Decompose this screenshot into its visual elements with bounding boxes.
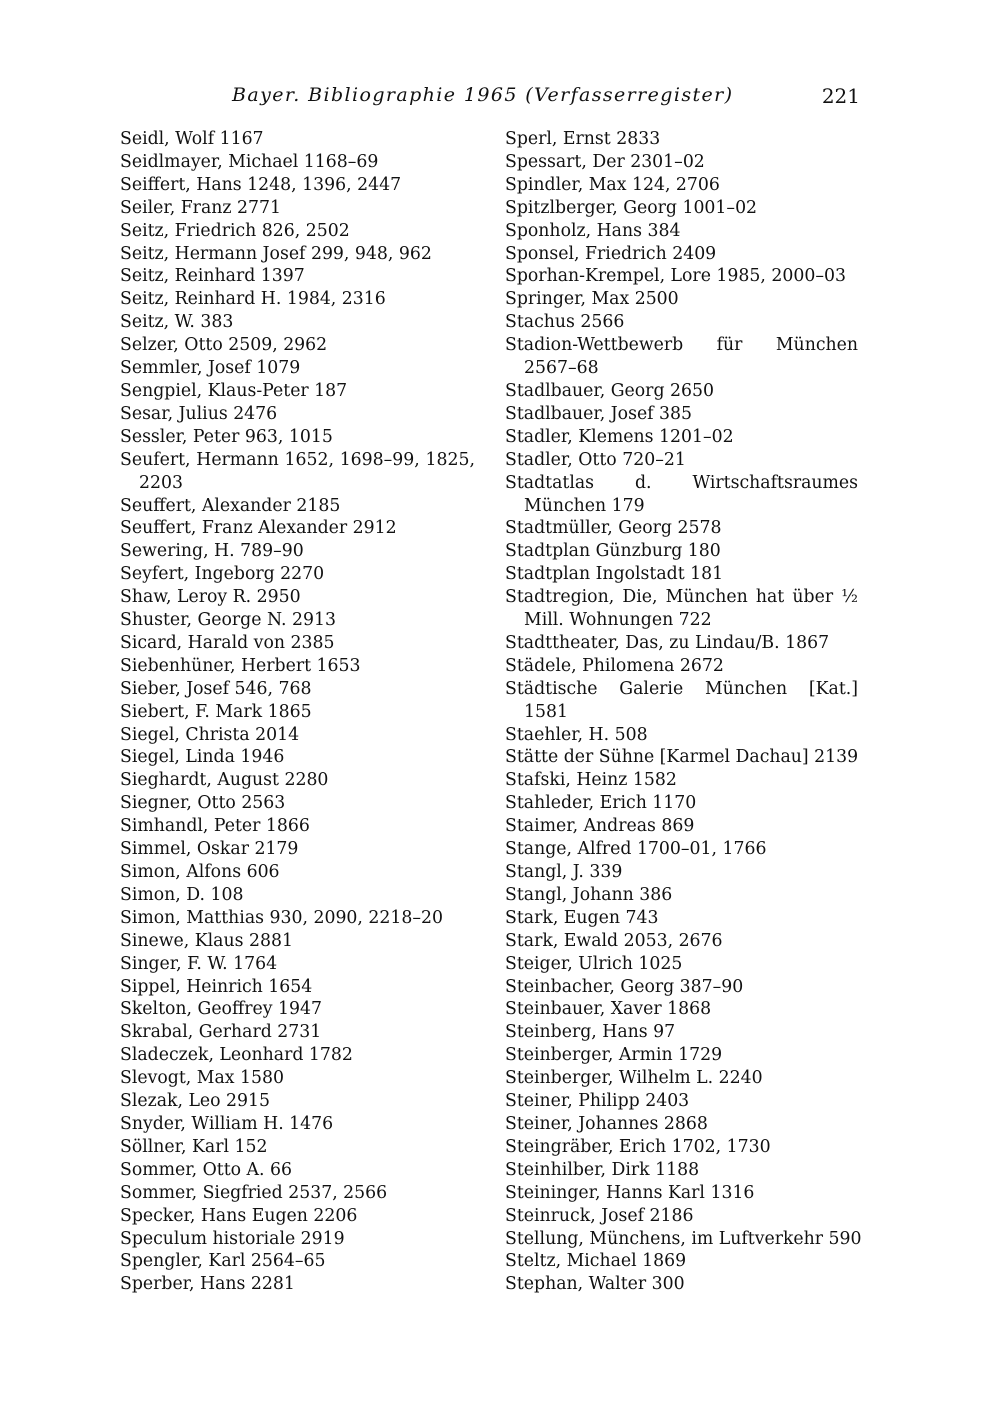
index-entry: Stellung, Münchens, im Luftverkehr 590 bbox=[505, 1228, 862, 1249]
index-entry: Stachus 2566 bbox=[505, 312, 625, 333]
index-entry: Stadtplan Günzburg 180 bbox=[505, 541, 721, 562]
index-entry: Slevogt, Max 1580 bbox=[120, 1068, 284, 1089]
index-entry: Sesar, Julius 2476 bbox=[120, 403, 278, 424]
index-entry: Simon, D. 108 bbox=[120, 884, 244, 905]
page-number: 221 bbox=[821, 84, 860, 108]
index-entry: Siebenhüner, Herbert 1653 bbox=[120, 655, 361, 676]
index-entry: Specker, Hans Eugen 2206 bbox=[120, 1205, 358, 1226]
index-entry: Siegel, Linda 1946 bbox=[120, 747, 285, 768]
index-entry: Seitz, Hermann Josef 299, 948, 962 bbox=[120, 243, 432, 264]
index-entry: Sessler, Peter 963, 1015 bbox=[120, 426, 333, 447]
index-entry: Spitzlberger, Georg 1001–02 bbox=[505, 197, 758, 218]
index-entry: Seuffert, Alexander 2185 bbox=[120, 495, 341, 516]
index-entry: Steiger, Ulrich 1025 bbox=[505, 953, 683, 974]
index-entry: Seidlmayer, Michael 1168–69 bbox=[120, 151, 379, 172]
index-entry: Söllner, Karl 152 bbox=[120, 1136, 268, 1157]
index-entry: Singer, F. W. 1764 bbox=[120, 953, 278, 974]
index-entry: Sperl, Ernst 2833 bbox=[505, 129, 661, 149]
index-entry: Städtische Galerie München [Kat.] 1581 bbox=[505, 678, 858, 722]
index-entry: Springer, Max 2500 bbox=[505, 289, 679, 310]
index-entry: Sieber, Josef 546, 768 bbox=[120, 678, 312, 699]
index-entry: Steinhilber, Dirk 1188 bbox=[505, 1159, 700, 1180]
index-entry: Stätte der Sühne [Karmel Dachau] 2139 bbox=[505, 747, 859, 768]
index-entry: Steiner, Philipp 2403 bbox=[505, 1091, 690, 1112]
index-entry: Sommer, Siegfried 2537, 2566 bbox=[120, 1182, 388, 1203]
index-entry: Steinberg, Hans 97 bbox=[505, 1022, 676, 1043]
index-entry: Sippel, Heinrich 1654 bbox=[120, 976, 313, 997]
index-entry: Steingräber, Erich 1702, 1730 bbox=[505, 1136, 771, 1157]
index-entry: Stadlbauer, Josef 385 bbox=[505, 403, 693, 424]
index-entry: Skelton, Geoffrey 1947 bbox=[120, 999, 322, 1020]
index-entry: Steinbauer, Xaver 1868 bbox=[505, 999, 712, 1020]
index-entry: Seuffert, Franz Alexander 2912 bbox=[120, 518, 397, 539]
index-entry: Siegner, Otto 2563 bbox=[120, 793, 286, 814]
index-entry: Simon, Alfons 606 bbox=[120, 862, 280, 882]
index-entry: Shuster, George N. 2913 bbox=[120, 610, 336, 631]
index-entry: Sieghardt, August 2280 bbox=[120, 770, 329, 791]
index-entry: Spessart, Der 2301–02 bbox=[505, 151, 705, 172]
index-entry: Seiffert, Hans 1248, 1396, 2447 bbox=[120, 174, 402, 195]
index-entry: Steinruck, Josef 2186 bbox=[505, 1205, 694, 1226]
index-entry: Simmel, Oskar 2179 bbox=[120, 839, 299, 860]
index-entry: Slezak, Leo 2915 bbox=[120, 1091, 271, 1112]
index-entry: Stahleder, Erich 1170 bbox=[505, 793, 697, 814]
index-entry: Sperber, Hans 2281 bbox=[120, 1274, 295, 1295]
index-entry: Stadtregion, Die, München hat über ½ Mill. Wohnungen 722 bbox=[505, 587, 858, 631]
index-entry: Stafski, Heinz 1582 bbox=[505, 770, 677, 791]
running-title: Bayer. Bibliographie 1965 (Verfasserregister) bbox=[232, 84, 734, 106]
index-entry: Stadttheater, Das, zu Lindau/B. 1867 bbox=[505, 632, 830, 653]
index-entry: Steinberger, Wilhelm L. 2240 bbox=[505, 1068, 763, 1089]
index-entry: Stangl, J. 339 bbox=[505, 862, 623, 882]
index-entry: Sponsel, Friedrich 2409 bbox=[505, 243, 717, 264]
index-entry: Seyfert, Ingeborg 2270 bbox=[120, 564, 325, 585]
index-entry: Simhandl, Peter 1866 bbox=[120, 816, 310, 837]
index-entry: Speculum historiale 2919 bbox=[120, 1228, 345, 1249]
index-entry: Sladeczek, Leonhard 1782 bbox=[120, 1045, 353, 1066]
index-entry: Seidl, Wolf 1167 bbox=[120, 129, 264, 149]
index-entry: Simon, Matthias 930, 2090, 2218–20 bbox=[120, 907, 444, 928]
index-entry: Stadler, Otto 720–21 bbox=[505, 449, 686, 470]
index-entry: Stadtplan Ingolstadt 181 bbox=[505, 564, 724, 585]
index-entry: Städele, Philomena 2672 bbox=[505, 655, 724, 676]
index-entry: Seitz, Friedrich 826, 2502 bbox=[120, 220, 350, 241]
index-entry: Snyder, William H. 1476 bbox=[120, 1113, 334, 1134]
index-entry: Stangl, Johann 386 bbox=[505, 884, 673, 905]
page-header bbox=[120, 84, 860, 114]
index-entry: Seufert, Hermann 1652, 1698–99, 1825, 2203 bbox=[120, 449, 475, 493]
index-entry: Sengpiel, Klaus-Peter 187 bbox=[120, 380, 348, 401]
index-entry: Seitz, Reinhard 1397 bbox=[120, 266, 305, 287]
index-entry: Staehler, H. 508 bbox=[505, 724, 648, 745]
index-entry: Steiner, Johannes 2868 bbox=[505, 1113, 708, 1134]
index-entry: Shaw, Leroy R. 2950 bbox=[120, 587, 301, 608]
index-entry: Semmler, Josef 1079 bbox=[120, 358, 301, 379]
index-entry: Stephan, Walter 300 bbox=[505, 1274, 685, 1295]
index-entry: Spindler, Max 124, 2706 bbox=[505, 174, 720, 195]
index-entry: Steltz, Michael 1869 bbox=[505, 1251, 687, 1272]
index-entry: Siebert, F. Mark 1865 bbox=[120, 701, 312, 722]
index-entry: Sommer, Otto A. 66 bbox=[120, 1159, 293, 1180]
index-entry: Seitz, Reinhard H. 1984, 2316 bbox=[120, 289, 386, 310]
index-entry: Seiler, Franz 2771 bbox=[120, 197, 281, 218]
index-entry: Stark, Eugen 743 bbox=[505, 907, 659, 928]
index-entry: Seitz, W. 383 bbox=[120, 312, 234, 333]
index-entry: Sewering, H. 789–90 bbox=[120, 541, 304, 562]
index-entry: Skrabal, Gerhard 2731 bbox=[120, 1022, 322, 1043]
index-entry: Stadion-Wettbewerb für München 2567–68 bbox=[505, 335, 858, 379]
index-entry: Steinbacher, Georg 387–90 bbox=[505, 976, 744, 997]
index-entry: Stadlbauer, Georg 2650 bbox=[505, 380, 714, 401]
index-entry: Spengler, Karl 2564–65 bbox=[120, 1251, 326, 1272]
index-entry: Stark, Ewald 2053, 2676 bbox=[505, 930, 723, 951]
index-entry: Siegel, Christa 2014 bbox=[120, 724, 300, 745]
index-entry: Sicard, Harald von 2385 bbox=[120, 632, 335, 653]
index-entry: Sponholz, Hans 384 bbox=[505, 220, 681, 241]
index-column-right bbox=[505, 128, 862, 1296]
index-entry: Steinberger, Armin 1729 bbox=[505, 1045, 723, 1066]
index-entry: Stadtatlas d. Wirtschaftsraumes München 179 bbox=[505, 472, 858, 516]
index-entry: Sporhan-Krempel, Lore 1985, 2000–03 bbox=[505, 266, 846, 287]
index-entry: Selzer, Otto 2509, 2962 bbox=[120, 335, 328, 356]
index-entry: Stadler, Klemens 1201–02 bbox=[505, 426, 734, 447]
index-entry: Staimer, Andreas 869 bbox=[505, 816, 695, 837]
index-entry: Steininger, Hanns Karl 1316 bbox=[505, 1182, 755, 1203]
index-entry: Stadtmüller, Georg 2578 bbox=[505, 518, 722, 539]
index-column-left bbox=[120, 128, 475, 1296]
index-entry: Stange, Alfred 1700–01, 1766 bbox=[505, 839, 767, 860]
index-entry: Sinewe, Klaus 2881 bbox=[120, 930, 293, 951]
